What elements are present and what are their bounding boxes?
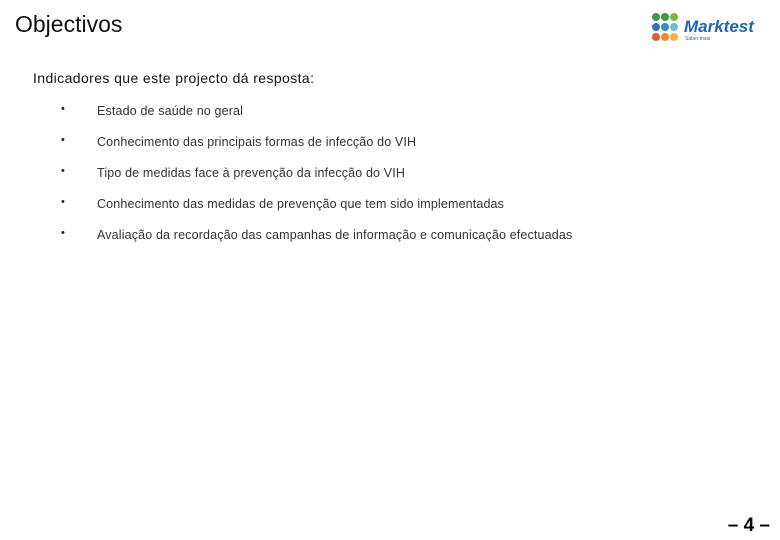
list-item [0, 134, 780, 154]
logo-tagline: Saber mais [685, 36, 711, 42]
page-number: – 4 – [727, 515, 770, 536]
list-item [0, 165, 780, 185]
bullet-icon: • [61, 103, 65, 115]
list-item-text: Conhecimento das principais formas de infecção do VIH [97, 135, 417, 149]
list-item-text: Estado de saúde no geral [97, 104, 244, 118]
bullet-icon: • [61, 196, 65, 208]
list-item [0, 227, 780, 247]
list-item-text: Tipo de medidas face à prevenção da infecção do VIH [97, 166, 406, 180]
logo-wordmark: Marktest [684, 17, 754, 36]
list-item-text: Avaliação da recordação das campanhas de informação e comunicação efectuadas [97, 228, 573, 242]
slide-title: Objectivos [15, 11, 123, 37]
list-item [0, 103, 780, 123]
bullet-icon: • [61, 165, 65, 177]
bullet-icon: • [61, 134, 65, 146]
bullet-icon: • [61, 227, 65, 239]
intro-heading: Indicadores que este projecto dá resposta: [33, 70, 315, 86]
list-item-text: Conhecimento das medidas de prevenção que tem sido implementadas [97, 197, 505, 211]
list-item [0, 196, 780, 216]
